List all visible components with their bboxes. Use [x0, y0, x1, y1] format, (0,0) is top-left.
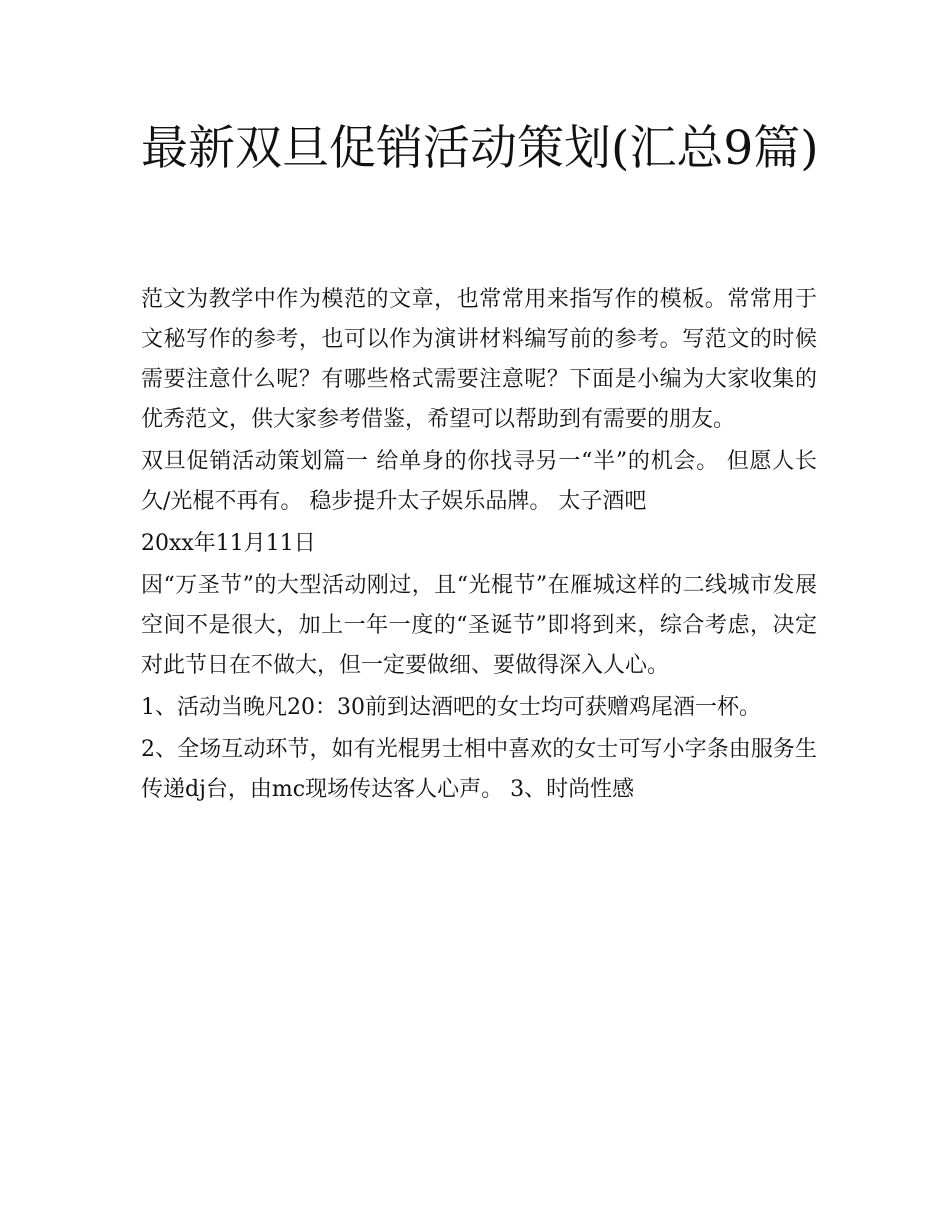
document-title: 最新双旦促销活动策划(汇总9篇) [141, 121, 819, 176]
background-paragraph: 因“万圣节”的大型活动刚过，且“光棍节”在雁城这样的二线城市发展空间不是很大，加上一年一度的“圣诞节”即将到来，综合考虑，决定对此节日在不做大，但一定要做细、要做得深入人心。 [141, 573, 817, 678]
activity-item-1: 1、活动当晚凡20：30前到达酒吧的女士均可获赠鸡尾酒一杯。 [141, 695, 761, 720]
article-one-heading-paragraph: 双旦促销活动策划篇一 给单身的你找寻另一“半”的机会。 但愿人长久/光棍不再有。 稳步提升太子娱乐品牌。 太子酒吧 [141, 449, 817, 514]
intro-paragraph: 范文为教学中作为模范的文章，也常常用来指写作的模板。常常用于文秘写作的参考，也可以作为演讲材料编写前的参考。写范文的时候需要注意什么呢？有哪些格式需要注意呢？下面是小编为大家收集的优秀范文，供大家参考借鉴，希望可以帮助到有需要的朋友。 [141, 287, 817, 432]
activity-item-2: 2、全场互动环节，如有光棍男士相中喜欢的女士可写小字条由服务生传递dj台，由mc现场传达客人心声。 3、时尚性感 [141, 737, 817, 802]
document-body [141, 280, 817, 810]
event-date-paragraph: 20xx年11月11日 [141, 531, 316, 556]
